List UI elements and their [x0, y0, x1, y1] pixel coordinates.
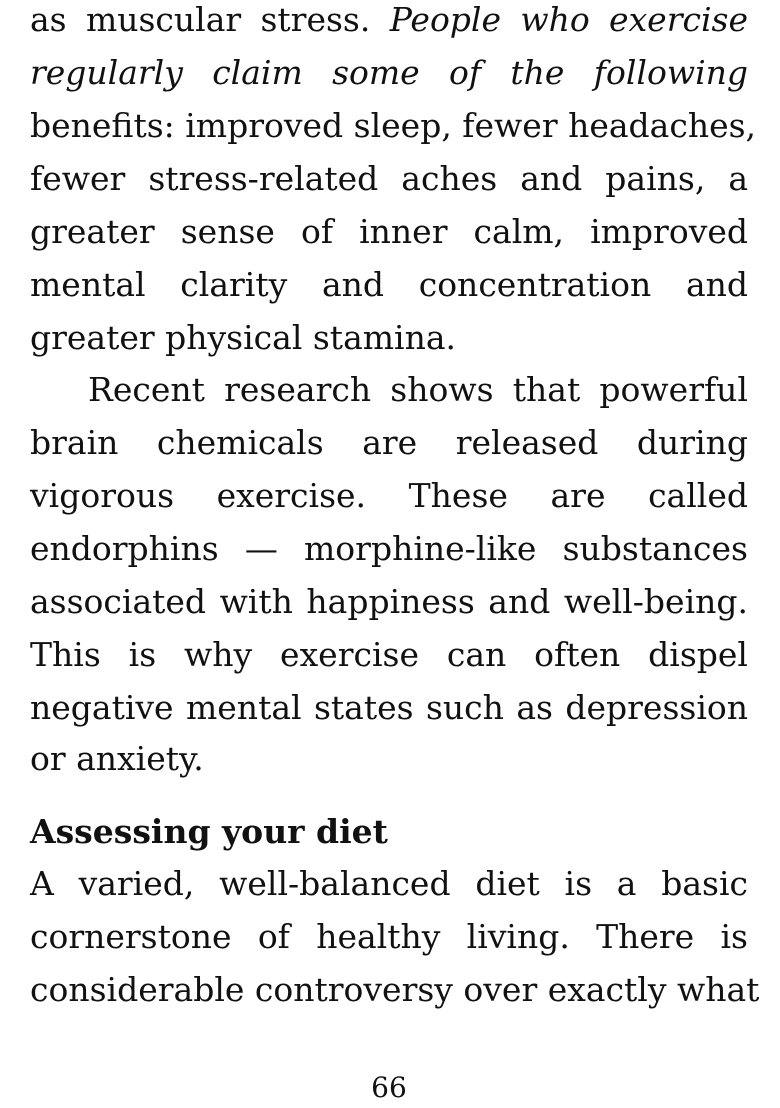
text-line: A varied, well-balanced diet is a basic: [30, 864, 748, 903]
italic-text-run: regularly claim some of the following: [30, 53, 748, 92]
text-line: This is why exercise can often dispel: [30, 635, 748, 674]
text-line: mental clarity and concentration and: [30, 265, 748, 304]
section-heading: Assessing your diet: [30, 812, 388, 851]
book-page: [30, 0, 760, 1108]
text-line: Recent research shows that powerful: [88, 370, 748, 409]
text-line: or anxiety.: [30, 739, 204, 778]
text-line: vigorous exercise. These are called: [30, 476, 748, 515]
text-line: benefits: improved sleep, fewer headaches,: [30, 106, 757, 145]
text-line: endorphins — morphine-like substances: [30, 529, 748, 568]
italic-text-run: People who exercise: [389, 0, 748, 39]
text-line: brain chemicals are released during: [30, 423, 748, 462]
page-number: 66: [371, 1071, 407, 1104]
text-line: greater sense of inner calm, improved: [30, 212, 748, 251]
text-line: associated with happiness and well-being.: [30, 582, 748, 621]
text-line: [30, 0, 748, 46]
text-line: cornerstone of healthy living. There is: [30, 917, 748, 956]
text-line: considerable controversy over exactly what: [30, 970, 760, 1009]
text-line: negative mental states such as depression: [30, 688, 748, 727]
text-line: fewer stress-related aches and pains, a: [30, 159, 748, 198]
text-line: greater physical stamina.: [30, 318, 457, 357]
text-line: [30, 47, 748, 99]
text-run: as muscular stress.: [30, 0, 390, 39]
